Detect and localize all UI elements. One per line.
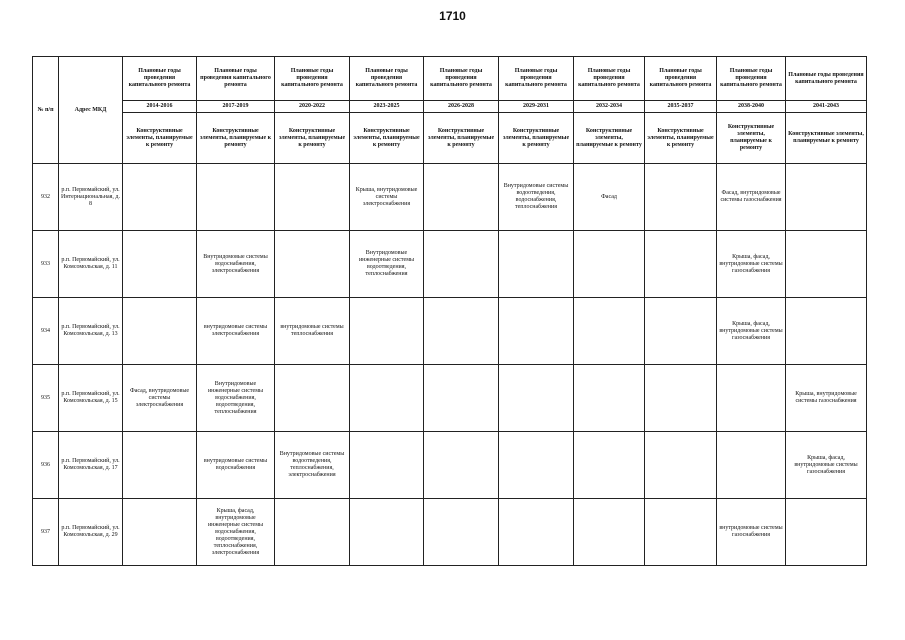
repair-cell [645,298,717,365]
repair-cell [499,298,574,365]
header-period-years: 2038-2040 [717,101,786,113]
repair-cell [424,164,499,231]
header-period-title: Плановые годы проведения капитального ремонта [645,57,717,101]
repair-cell [499,432,574,499]
repair-cell [123,432,197,499]
row-address: р.п. Первомайский, ул. Комсомольская, д. 29 [59,499,123,566]
repair-cell [350,365,424,432]
header-period-years: 2032-2034 [574,101,645,113]
repair-cell [645,164,717,231]
repair-cell [645,432,717,499]
row-number: 934 [33,298,59,365]
page-number: 1710 [439,9,466,23]
header-period-subtitle: Конструктивные элементы, планируемые к ремонту [645,113,717,164]
header-row-subtitles [33,113,867,164]
repair-cell [275,231,350,298]
repair-cell [574,231,645,298]
row-address: р.п. Первомайский, ул. Комсомольская, д. 11 [59,231,123,298]
capital-repair-table [32,56,867,566]
repair-cell: внутридомовые системы электроснабжения [197,298,275,365]
header-period-title: Плановые годы проведения капитального ремонта [123,57,197,101]
repair-cell [350,298,424,365]
repair-cell [717,432,786,499]
repair-cell: Внутридомовые системы водоотведения, теплоснабжения, электроснабжения [275,432,350,499]
header-period-subtitle: Конструктивные элементы, планируемые к ремонту [350,113,424,164]
repair-cell [645,231,717,298]
header-period-title: Плановые годы проведения капитального ремонта [197,57,275,101]
row-number: 933 [33,231,59,298]
repair-cell [275,365,350,432]
repair-cell [645,499,717,566]
repair-cell: Внутридомовые инженерные системы водоотведения, теплоснабжения [350,231,424,298]
repair-cell [645,365,717,432]
repair-cell: Внутридомовые инженерные системы водоснабжения, водоотведения, теплоснабжения [197,365,275,432]
table-row [33,164,867,231]
repair-cell [499,365,574,432]
repair-cell [123,499,197,566]
repair-cell: Фасад [574,164,645,231]
row-address: р.п. Первомайский, ул. Комсомольская, д. 13 [59,298,123,365]
header-period-subtitle: Конструктивные элементы, планируемые к ремонту [424,113,499,164]
repair-cell: Крыша, внутридомовые системы электроснабжения [350,164,424,231]
repair-cell: Крыша, фасад, внутридомовые системы газоснабжения [717,298,786,365]
table-row [33,499,867,566]
row-address: р.п. Первомайский, ул. Интернациональная, д. 8 [59,164,123,231]
row-number: 937 [33,499,59,566]
header-period-subtitle: Конструктивные элементы, планируемые к ремонту [786,113,867,164]
header-period-years: 2017-2019 [197,101,275,113]
repair-cell: Фасад, внутридомовые системы газоснабжения [717,164,786,231]
repair-cell [275,164,350,231]
header-period-subtitle: Конструктивные элементы, планируемые к ремонту [123,113,197,164]
header-period-years: 2023-2025 [350,101,424,113]
header-col-address: Адрес МКД [59,57,123,164]
repair-cell [123,164,197,231]
repair-cell: Крыша, фасад, внутридомовые системы газоснабжения [717,231,786,298]
header-period-subtitle: Конструктивные элементы, планируемые к ремонту [275,113,350,164]
header-period-title: Плановые годы проведения капитального ремонта [786,57,867,101]
header-period-years: 2041-2043 [786,101,867,113]
repair-cell [786,231,867,298]
header-period-title: Плановые годы проведения капитального ремонта [350,57,424,101]
repair-cell [786,164,867,231]
row-address: р.п. Первомайский, ул. Комсомольская, д. 15 [59,365,123,432]
repair-cell [424,231,499,298]
header-period-years: 2035-2037 [645,101,717,113]
header-period-years: 2029-2031 [499,101,574,113]
repair-cell [499,499,574,566]
repair-cell: Крыша, фасад, внутридомовые системы газоснабжения [786,432,867,499]
repair-cell [574,499,645,566]
repair-cell: внутридомовые системы газоснабжения [717,499,786,566]
table-row [33,298,867,365]
header-row-titles [33,57,867,101]
repair-cell [574,365,645,432]
row-address: р.п. Первомайский, ул. Комсомольская, д. 17 [59,432,123,499]
header-col-num: № п/п [33,57,59,164]
repair-cell: Крыша, внутридомовые системы газоснабжения [786,365,867,432]
table-row [33,432,867,499]
repair-cell [123,231,197,298]
header-period-subtitle: Конструктивные элементы, планируемые к ремонту [574,113,645,164]
repair-cell [424,365,499,432]
header-period-years: 2014-2016 [123,101,197,113]
repair-cell [717,365,786,432]
header-period-subtitle: Конструктивные элементы, планируемые к ремонту [717,113,786,164]
header-row-years [33,101,867,113]
repair-cell [424,499,499,566]
repair-cell: Внутридомовые системы водоотведения, водоснабжения, теплоснабжения [499,164,574,231]
repair-cell: внутридомовые системы теплоснабжения [275,298,350,365]
repair-cell [786,298,867,365]
repair-cell [499,231,574,298]
row-number: 932 [33,164,59,231]
repair-cell [424,432,499,499]
repair-cell [275,499,350,566]
repair-cell: внутридомовые системы водоснабжения [197,432,275,499]
repair-cell: Фасад, внутридомовые системы электроснабжения [123,365,197,432]
repair-cell: Внутридомовые системы водоснабжения, электроснабжения [197,231,275,298]
row-number: 936 [33,432,59,499]
repair-cell [123,298,197,365]
header-period-title: Плановые годы проведения капитального ремонта [574,57,645,101]
header-period-title: Плановые годы проведения капитального ремонта [424,57,499,101]
repair-cell [574,432,645,499]
row-number: 935 [33,365,59,432]
repair-cell [350,499,424,566]
table-row [33,231,867,298]
header-period-title: Плановые годы проведения капитального ремонта [499,57,574,101]
repair-cell [786,499,867,566]
header-period-subtitle: Конструктивные элементы, планируемые к ремонту [197,113,275,164]
repair-cell [574,298,645,365]
table-row [33,365,867,432]
header-period-years: 2020-2022 [275,101,350,113]
repair-cell [350,432,424,499]
header-period-years: 2026-2028 [424,101,499,113]
repair-cell [197,164,275,231]
header-period-title: Плановые годы проведения капитального ремонта [275,57,350,101]
repair-cell [424,298,499,365]
repair-cell: Крыша, фасад, внутридомовые инженерные системы водоснабжения, водоотведения, теплоснабжения, электроснабжения [197,499,275,566]
header-period-subtitle: Конструктивные элементы, планируемые к ремонту [499,113,574,164]
header-period-title: Плановые годы проведения капитального ремонта [717,57,786,101]
